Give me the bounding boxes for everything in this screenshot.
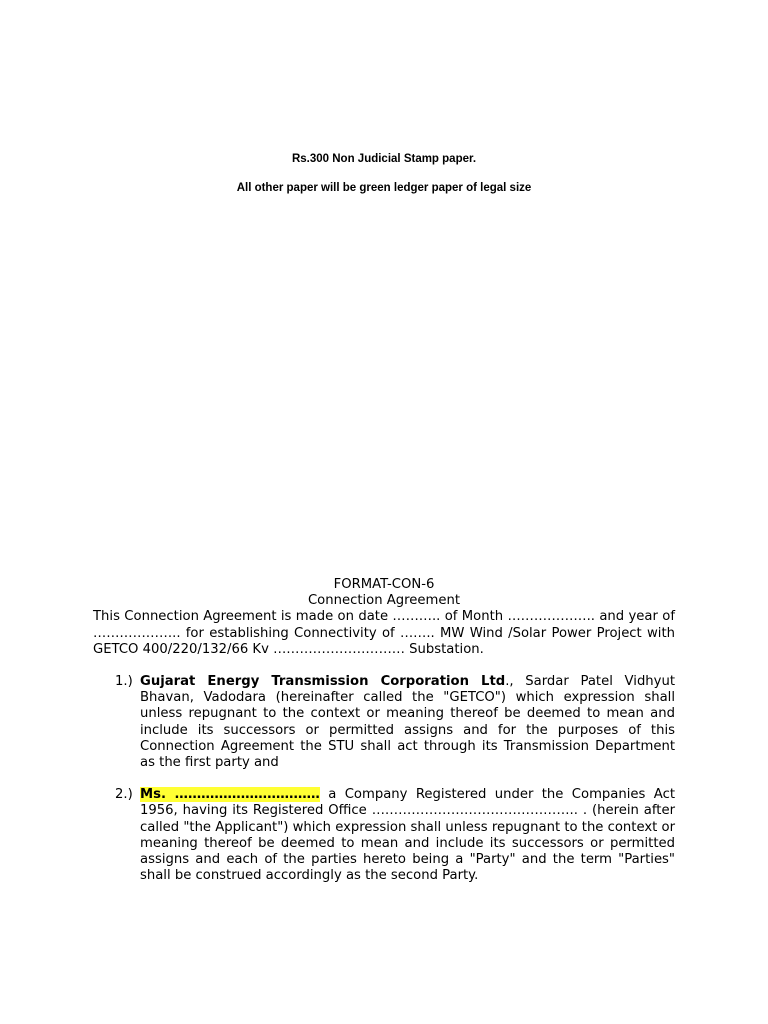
party-2-number: 2.) bbox=[115, 787, 133, 803]
agreement-body bbox=[93, 577, 675, 884]
agreement-title: Connection Agreement bbox=[307, 593, 461, 609]
agreement-intro: This Connection Agreement is made on date ……….. of Month ……………….. and year of ……………….. for establishing Connectivity of …….. MW Wind /Solar Power Project with GETCO 400/220/132/66 Kv ………………………… Substation. bbox=[93, 609, 675, 657]
format-code: FORMAT-CON-6 bbox=[333, 577, 435, 592]
party-1-clause bbox=[93, 674, 675, 771]
paper-size-note: All other paper will be green ledger paper of legal size bbox=[236, 182, 532, 194]
stamp-paper-note: Rs.300 Non Judicial Stamp paper. bbox=[291, 153, 477, 165]
party-1-name: Gujarat Energy Transmission Corporation Ltd bbox=[140, 674, 506, 690]
party-2-clause bbox=[93, 787, 675, 884]
party-1-number: 1.) bbox=[115, 674, 133, 690]
party-1-text: ., Sardar Patel Vidhyut Bhavan, Vadodara (hereinafter called the "GETCO") which expression shall unless repugnant to the context or meaning thereof be deemed to mean and include its successors or permitted assigns and for the purposes of this Connection Agreement the STU shall act through its Transmission Department as the first party and bbox=[140, 674, 676, 771]
party-2-text: a Company Registered under the Companies Act 1956, having its Registered Office ……………………………………….. . (herein after called "the Applicant") which expression shall unless repugnant to the context or meaning thereof be deemed to mean and include its successors or permitted assigns and each of the parties hereto being a "Party" and the term "Parties" shall be construed accordingly as the second Party. bbox=[140, 787, 675, 884]
party-2-name: Ms. …………………………… bbox=[140, 787, 320, 803]
